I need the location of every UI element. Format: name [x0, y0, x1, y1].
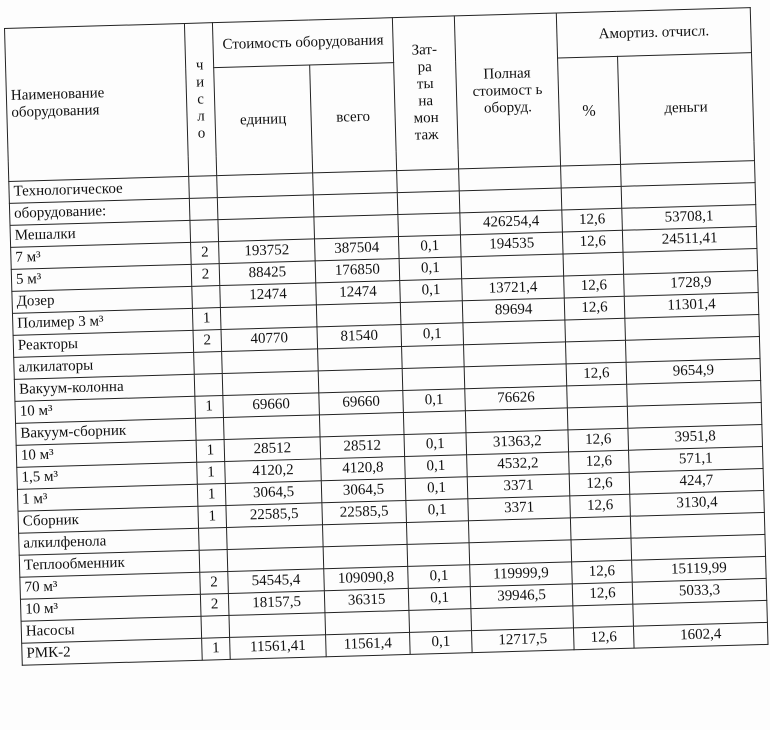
header-money: деньги: [618, 53, 755, 165]
header-total: всего: [310, 63, 397, 173]
row-total-cost: [323, 544, 408, 568]
row-total-cost: [318, 369, 403, 393]
row-full-cost: [461, 254, 564, 279]
row-full-cost: 12717,5: [472, 628, 575, 653]
row-percent: 12,6: [572, 560, 633, 584]
row-full-cost: 31363,2: [466, 430, 569, 455]
row-count: 1: [195, 396, 224, 419]
row-unit-cost: 40770: [221, 327, 318, 352]
row-percent: 12,6: [569, 450, 630, 474]
row-install: 0,1: [408, 565, 471, 589]
row-percent: 12,6: [562, 230, 623, 254]
row-full-cost: 89694: [462, 298, 565, 323]
row-total-cost: 11561,4: [326, 632, 411, 656]
row-name: Дозер: [12, 286, 193, 313]
row-install: 0,1: [406, 499, 469, 523]
row-percent: [566, 340, 627, 364]
row-full-cost: [469, 540, 572, 565]
row-full-cost: [459, 166, 562, 191]
row-percent: [567, 406, 628, 430]
row-percent: 12,6: [569, 472, 630, 496]
row-unit-cost: [217, 195, 314, 220]
row-name: Мешалки: [10, 220, 191, 247]
row-unit-cost: 4120,2: [225, 459, 322, 484]
row-money: 3951,8: [628, 424, 763, 450]
row-total-cost: 12474: [316, 281, 401, 305]
header-amortization: Амортиз. отчисл.: [556, 8, 751, 58]
row-money: 571,1: [629, 446, 764, 472]
row-name: 70 м³: [20, 572, 201, 599]
row-install: 0,1: [399, 257, 462, 281]
row-total-cost: 3064,5: [321, 478, 406, 502]
row-unit-cost: 69660: [223, 393, 320, 418]
row-count: 1: [202, 637, 231, 660]
row-name: Вакуум-колонна: [14, 374, 195, 401]
row-count: [190, 220, 219, 243]
row-total-cost: 176850: [315, 259, 400, 283]
row-install: [397, 169, 460, 193]
row-count: 2: [193, 330, 222, 353]
row-percent: 12,6: [566, 362, 627, 386]
row-full-cost: [464, 364, 567, 389]
row-name: 5 м³: [11, 264, 192, 291]
row-name: Сборник: [18, 506, 199, 533]
row-unit-cost: 12474: [220, 283, 317, 308]
row-percent: 12,6: [573, 626, 634, 650]
row-install: 0,1: [400, 279, 463, 303]
row-count: 2: [200, 593, 229, 616]
equipment-cost-table: [4, 7, 769, 666]
row-money: 11301,4: [624, 293, 759, 319]
header-count: ч и с л о: [184, 23, 216, 177]
row-percent: [573, 604, 634, 628]
row-count: [199, 527, 228, 550]
row-name: 10 м³: [15, 396, 196, 423]
row-count: 2: [191, 264, 220, 287]
row-full-cost: 426254,4: [460, 210, 563, 235]
row-install: 0,1: [405, 477, 468, 501]
row-install: [402, 367, 465, 391]
row-unit-cost: [227, 547, 324, 572]
row-name: алкилфенола: [19, 528, 200, 555]
row-unit-cost: 28512: [224, 437, 321, 462]
row-unit-cost: 18157,5: [228, 591, 325, 616]
row-money: 5033,3: [632, 578, 767, 604]
row-install: [402, 345, 465, 369]
row-install: [406, 521, 469, 545]
row-total-cost: [313, 193, 398, 217]
row-install: [409, 609, 472, 633]
row-percent: [561, 186, 622, 210]
row-percent: [561, 164, 622, 188]
row-name: 1 м³: [17, 484, 198, 511]
row-count: [195, 418, 224, 441]
row-count: 2: [200, 571, 229, 594]
row-percent: 12,6: [564, 296, 625, 320]
header-unit: единиц: [214, 65, 313, 176]
row-count: [199, 549, 228, 572]
row-full-cost: [459, 188, 562, 213]
row-total-cost: 22585,5: [322, 500, 407, 524]
row-install: [397, 191, 460, 215]
row-install: 0,1: [405, 455, 468, 479]
header-name: Наименование оборудования: [5, 23, 189, 181]
row-name: 10 м³: [16, 440, 197, 467]
row-percent: 12,6: [568, 428, 629, 452]
row-total-cost: [314, 215, 399, 239]
row-total-cost: [313, 171, 398, 195]
row-name: Вакуум-сборник: [16, 418, 197, 445]
row-install: 0,1: [404, 433, 467, 457]
row-percent: 12,6: [564, 274, 625, 298]
row-money: 9654,9: [626, 359, 761, 385]
row-name: алкилаторы: [14, 352, 195, 379]
row-name: оборудование:: [9, 198, 190, 225]
row-percent: 12,6: [562, 208, 623, 232]
header-install-cost: Зат- ра ты на мон таж: [392, 16, 458, 171]
row-unit-cost: 3064,5: [225, 481, 322, 506]
row-install: [400, 301, 463, 325]
row-unit-cost: [218, 217, 315, 242]
row-percent: [563, 252, 624, 276]
row-full-cost: 3371: [467, 474, 570, 499]
table-body: [9, 161, 768, 666]
header-cost: Стоимость оборудования: [212, 18, 393, 68]
row-count: [194, 374, 223, 397]
row-unit-cost: [220, 305, 317, 330]
row-full-cost: 13721,4: [462, 276, 565, 301]
row-install: [403, 411, 466, 435]
row-unit-cost: [223, 415, 320, 440]
row-percent: [565, 318, 626, 342]
row-total-cost: 28512: [320, 434, 405, 458]
header-full-cost: Полная стоимост ь оборуд.: [454, 13, 560, 169]
row-name: Теплообменник: [19, 550, 200, 577]
row-name: Технологическое: [9, 176, 190, 203]
row-full-cost: [463, 320, 566, 345]
row-count: [189, 176, 218, 199]
row-total-cost: [325, 610, 410, 634]
row-total-cost: 81540: [317, 325, 402, 349]
row-unit-cost: 54545,4: [228, 569, 325, 594]
row-total-cost: [318, 347, 403, 371]
rotated-sheet: [4, 7, 768, 666]
row-name: 7 м³: [11, 242, 192, 269]
row-unit-cost: [222, 371, 319, 396]
row-count: 1: [192, 308, 221, 331]
row-install: 0,1: [401, 323, 464, 347]
row-total-cost: 109090,8: [324, 566, 409, 590]
row-name: 10 м³: [20, 594, 201, 621]
header-percent: %: [558, 56, 621, 166]
row-full-cost: 39946,5: [470, 584, 573, 609]
row-count: 1: [196, 440, 225, 463]
row-count: [189, 198, 218, 221]
row-unit-cost: 193752: [219, 239, 316, 264]
row-money: 1728,9: [624, 271, 759, 297]
row-total-cost: [316, 303, 401, 327]
row-total-cost: [319, 412, 404, 436]
row-count: [201, 615, 230, 638]
row-install: [398, 213, 461, 237]
row-money: 3130,4: [630, 490, 765, 516]
row-full-cost: [468, 518, 571, 543]
row-install: 0,1: [408, 587, 471, 611]
row-money: 1602,4: [633, 622, 768, 648]
row-percent: [570, 516, 631, 540]
row-percent: 12,6: [572, 582, 633, 606]
row-full-cost: 4532,2: [467, 452, 570, 477]
row-install: [407, 543, 470, 567]
row-full-cost: 119999,9: [470, 562, 573, 587]
row-count: 1: [197, 483, 226, 506]
row-name: РМК-2: [22, 638, 203, 665]
row-name: 1,5 м³: [17, 462, 198, 489]
row-total-cost: [322, 522, 407, 546]
row-unit-cost: [229, 613, 326, 638]
row-name: Полимер 3 м³: [12, 308, 193, 335]
row-count: 2: [191, 242, 220, 265]
row-install: 0,1: [410, 631, 473, 655]
row-money: 424,7: [629, 468, 764, 494]
row-unit-cost: 22585,5: [226, 503, 323, 528]
row-money: 24511,41: [622, 227, 757, 253]
row-install: 0,1: [398, 235, 461, 259]
row-unit-cost: [222, 349, 319, 374]
row-full-cost: [465, 408, 568, 433]
row-percent: 12,6: [570, 494, 631, 518]
row-unit-cost: 11561,41: [230, 635, 327, 660]
row-money: 15119,99: [632, 556, 767, 582]
row-full-cost: 3371: [468, 496, 571, 521]
row-count: [194, 352, 223, 375]
row-percent: [571, 538, 632, 562]
row-percent: [567, 384, 628, 408]
row-money: 53708,1: [622, 205, 757, 231]
row-total-cost: 4120,8: [321, 456, 406, 480]
row-full-cost: [471, 606, 574, 631]
row-name: Насосы: [21, 616, 202, 643]
row-count: 1: [198, 505, 227, 528]
row-name: Реакторы: [13, 330, 194, 357]
row-unit-cost: [227, 525, 324, 550]
row-full-cost: 76626: [465, 386, 568, 411]
row-total-cost: 387504: [315, 237, 400, 261]
row-install: 0,1: [403, 389, 466, 413]
row-unit-cost: [217, 173, 314, 198]
row-count: [192, 286, 221, 309]
row-total-cost: 36315: [324, 588, 409, 612]
row-total-cost: 69660: [319, 391, 404, 415]
row-unit-cost: 88425: [219, 261, 316, 286]
row-full-cost: 194535: [460, 232, 563, 257]
row-full-cost: [464, 342, 567, 367]
row-count: 1: [197, 462, 226, 485]
